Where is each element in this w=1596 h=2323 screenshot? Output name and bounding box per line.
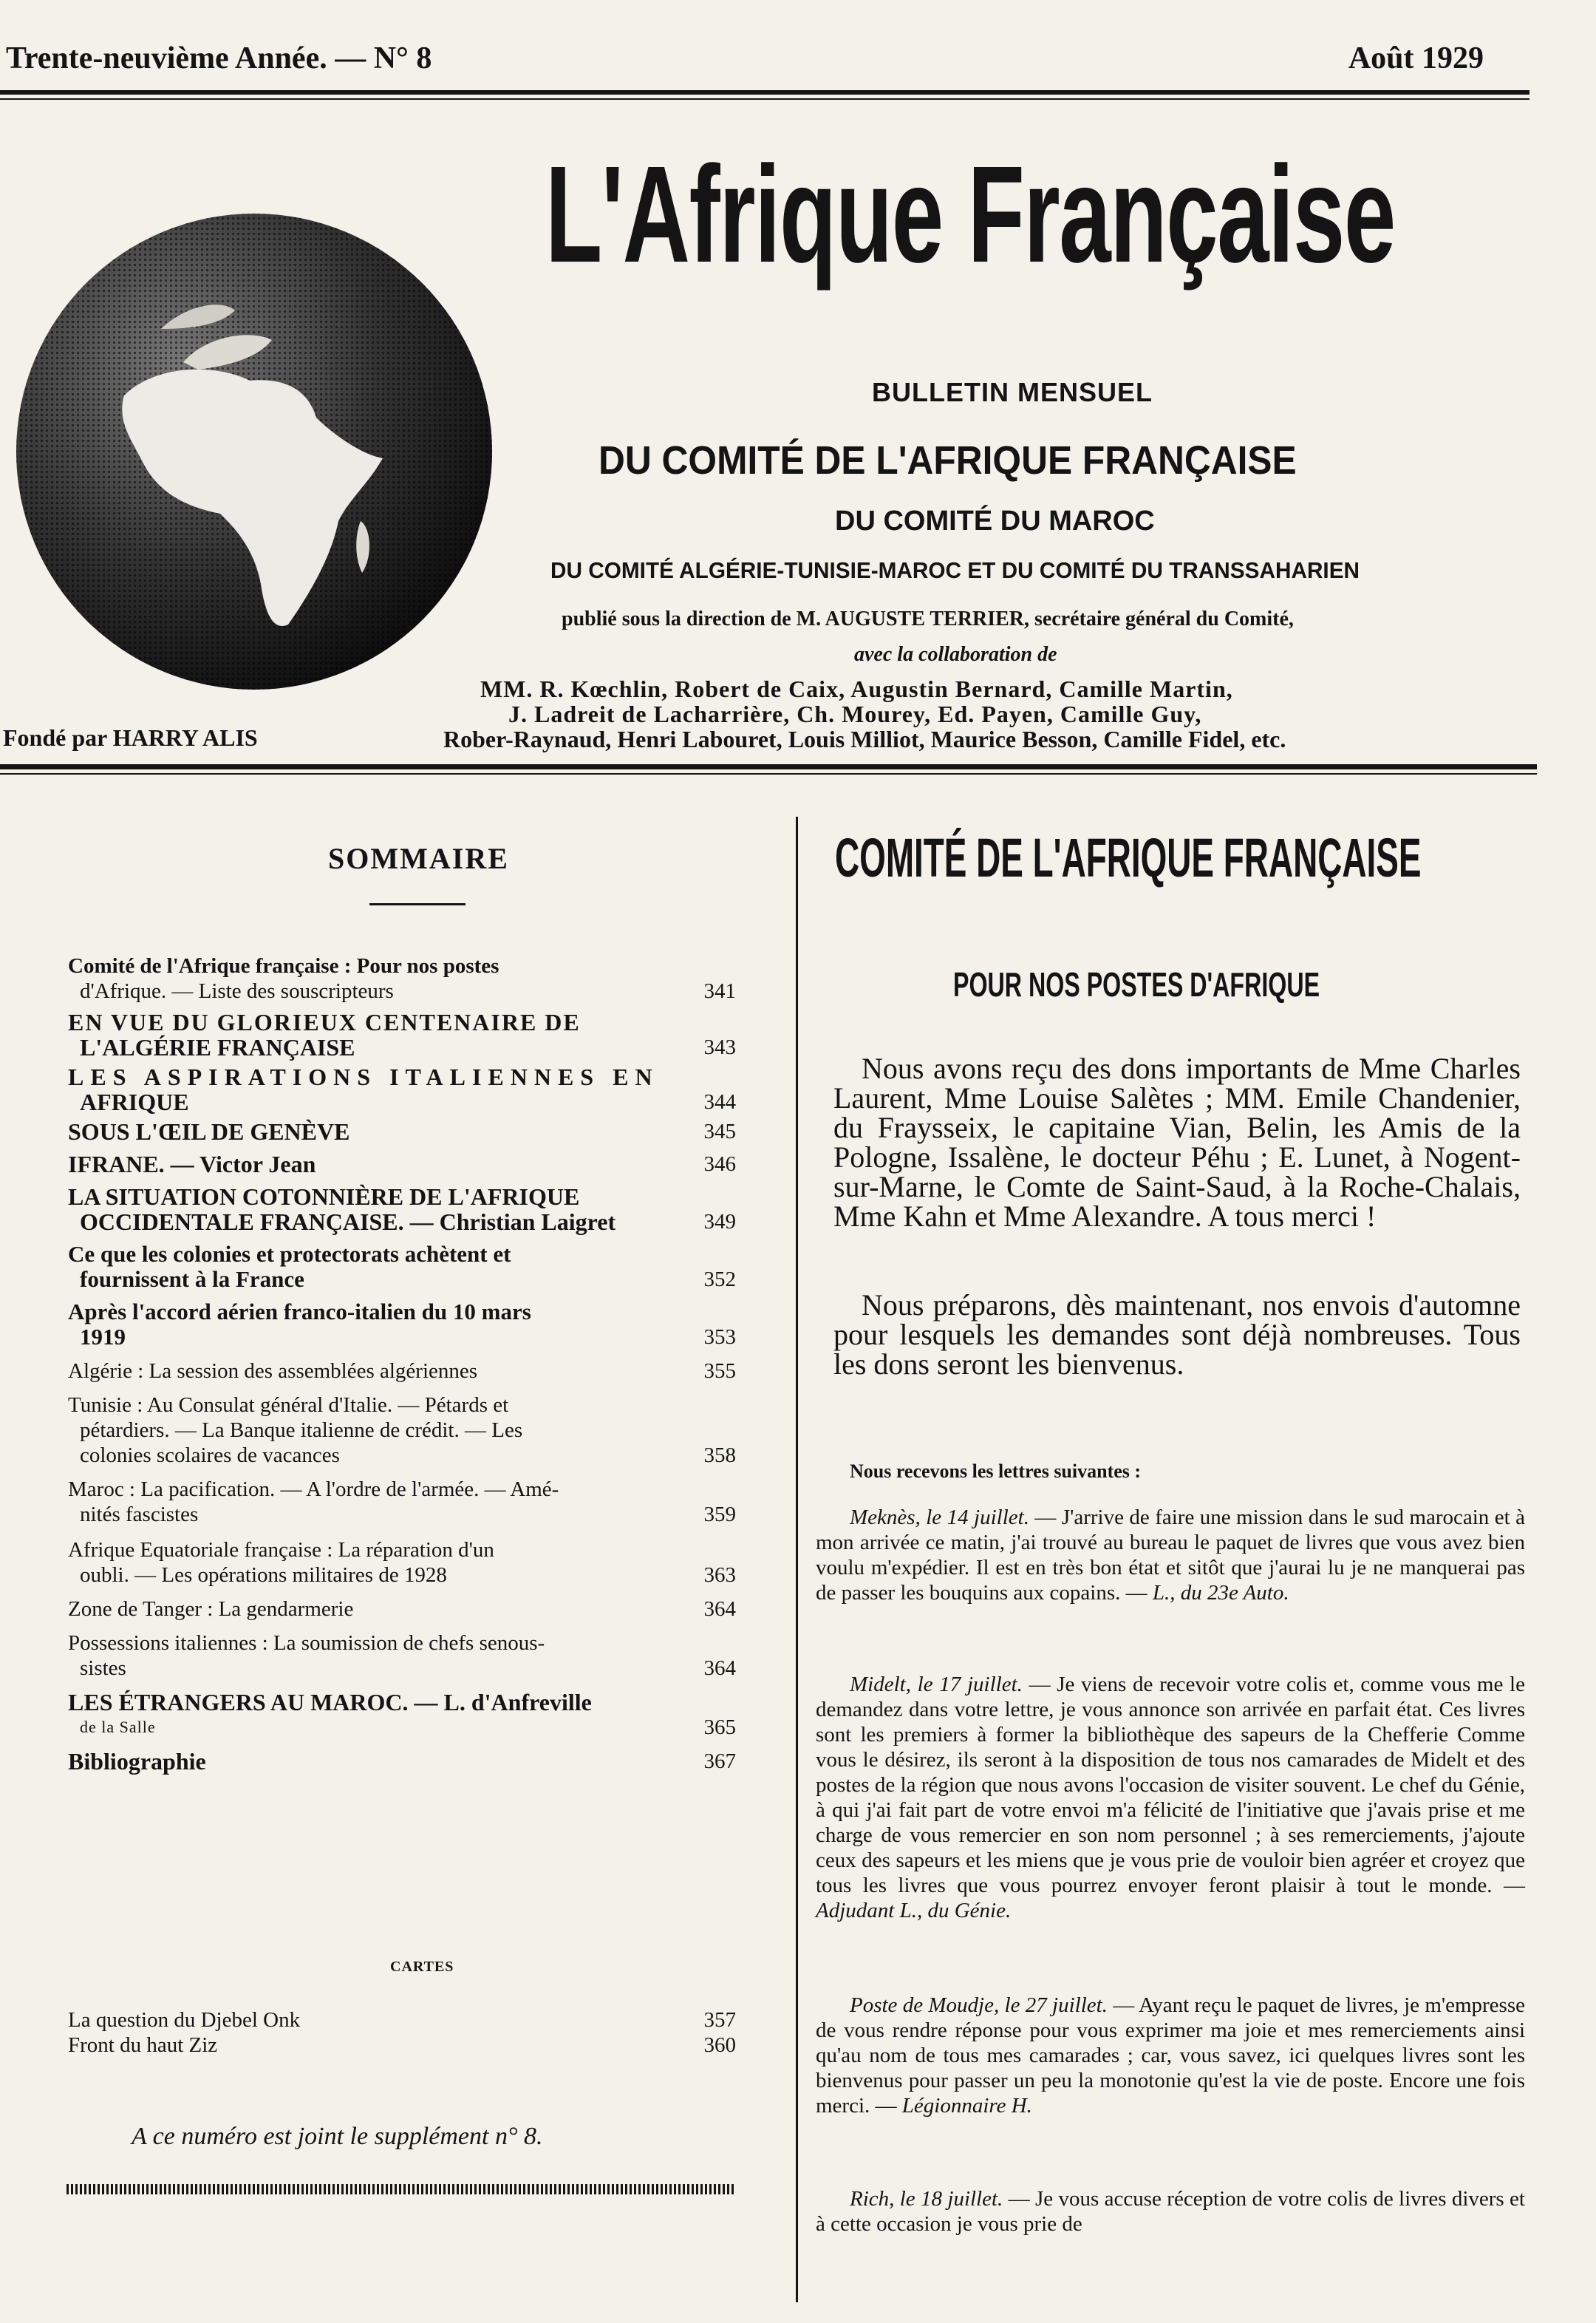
toc-page: 346 bbox=[703, 1152, 736, 1176]
toc-page: 363 bbox=[703, 1563, 736, 1587]
toc-entry[interactable] bbox=[68, 1242, 736, 1292]
toc-entry[interactable] bbox=[68, 1064, 736, 1115]
toc-entry[interactable] bbox=[68, 1749, 736, 1774]
toc-entry-line1: Tunisie : Au Consulat général d'Italie. — Pétards et bbox=[68, 1393, 509, 1417]
toc-page: 345 bbox=[703, 1120, 736, 1143]
toc-entry-line1: LA SITUATION COTONNIÈRE DE L'AFRIQUE bbox=[68, 1183, 580, 1210]
toc-entry[interactable] bbox=[68, 1299, 736, 1350]
letter-place: Meknès, le 14 juillet. bbox=[850, 1506, 1029, 1529]
article-paragraph bbox=[833, 1054, 1521, 1231]
toc-entry-line1: LES ÉTRANGERS AU MAROC. — L. d'Anfreville bbox=[68, 1689, 592, 1715]
carte-page: 357 bbox=[703, 2008, 736, 2032]
toc-entry-line1: Bibliographie bbox=[68, 1748, 206, 1775]
direction-line: publié sous la direction de M. AUGUSTE TERRIER, secrétaire général du Comité, bbox=[562, 608, 1294, 630]
toc-page: 365 bbox=[703, 1715, 736, 1739]
article-title: COMITÉ DE L'AFRIQUE FRANÇAISE bbox=[835, 827, 1422, 888]
publication-title: L'Afrique Française bbox=[545, 138, 1395, 291]
carte-page: 360 bbox=[703, 2033, 736, 2057]
sommaire-heading-rule bbox=[369, 903, 466, 905]
toc-entry-line2: L'ALGÉRIE FRANÇAISE bbox=[80, 1034, 355, 1061]
toc-page: 343 bbox=[703, 1035, 736, 1059]
toc-entry-line3: colonies scolaires de vacances bbox=[80, 1443, 340, 1467]
toc-entry-line2: fournissent à la France bbox=[80, 1266, 304, 1292]
letters-intro: Nous recevons les lettres suivantes : bbox=[850, 1460, 1142, 1482]
globe-illustration bbox=[13, 211, 495, 693]
toc-page: 353 bbox=[703, 1325, 736, 1349]
toc-entry[interactable] bbox=[68, 1152, 736, 1177]
toc-entry-line1: LES ASPIRATIONS ITALIENNES EN bbox=[68, 1064, 659, 1090]
sommaire-heading: SOMMAIRE bbox=[328, 842, 509, 875]
issue-number: Trente-neuvième Année. — N° 8 bbox=[6, 41, 432, 75]
carte-label: Front du haut Ziz bbox=[68, 2033, 218, 2057]
toc-entry-line1: Ce que les colonies et protectorats achètent et bbox=[68, 1241, 511, 1267]
masthead-rule bbox=[0, 764, 1537, 769]
letter-body: — Je vous accuse réception de votre colis de livres divers et à cette occasion je vous prie de bbox=[816, 2187, 1525, 2236]
letter-signature: Adjudant L., du Génie. bbox=[816, 1899, 1012, 1922]
toc-entry-line2: sistes bbox=[80, 1656, 126, 1680]
toc-entry-line1: Maroc : La pacification. — A l'ordre de l'armée. — Amé- bbox=[68, 1477, 559, 1501]
collaborators-line-1: MM. R. Kœchlin, Robert de Caix, Augustin Bernard, Camille Martin, bbox=[480, 676, 1233, 702]
founder-line: Fondé par HARRY ALIS bbox=[3, 724, 258, 751]
toc-entry-line1: Algérie : La session des assemblées algériennes bbox=[68, 1359, 478, 1383]
letter-body: — Je viens de recevoir votre colis et, comme vous me le demandez dans votre lettre, je vous annonce son arrivée en parfait état. Ces livres sont les premiers à former la bibliothèque des sapeurs de la Chefferie Comme vous le désirez, ils seront à la disposition de tous nos camarades de Midelt et des postes de la région que nous avons l'occasion de visiter souvent. Le chef du Génie, à qui j'ai fait part de votre envoi m'a félicité de l'initiative que j'avais prise et me charge de vous remercier en son nom personnel ; à ses remerciements, j'ajoute ceux des sapeurs et les miens que je vous prie de vouloir bien agréer et croyez que tous les livres que vous pourrez envoyer feront plaisir à tout le monde. — bbox=[816, 1673, 1525, 1897]
toc-entry-line2: nités fascistes bbox=[80, 1503, 199, 1526]
toc-entry[interactable] bbox=[68, 953, 736, 1004]
toc-entry-line1: Possessions italiennes : La soumission de chefs senous- bbox=[68, 1631, 545, 1655]
letter-signature: Légionnaire H. bbox=[901, 2094, 1032, 2118]
toc-entry-line2: AFRIQUE bbox=[80, 1089, 189, 1115]
carte-label: La question du Djebel Onk bbox=[68, 2008, 301, 2032]
article-subtitle: POUR NOS POSTES D'AFRIQUE bbox=[953, 965, 1320, 1004]
masthead-rule-thin bbox=[0, 773, 1537, 775]
supplement-note: A ce numéro est joint le supplément n° 8. bbox=[132, 2123, 543, 2150]
letter bbox=[816, 1993, 1525, 2118]
toc-entry-line2: 1919 bbox=[80, 1324, 126, 1350]
toc-page: 341 bbox=[703, 979, 736, 1003]
collaborators-line-2: J. Ladreit de Lacharrière, Ch. Mourey, Ed. Payen, Camille Guy, bbox=[508, 701, 1202, 727]
cartes-list bbox=[68, 2007, 736, 2058]
toc-page: 344 bbox=[703, 1090, 736, 1114]
toc-entry-line1: Après l'accord aérien franco-italien du 10 mars bbox=[68, 1299, 531, 1324]
toc-entry[interactable] bbox=[68, 1392, 736, 1468]
issue-date: Août 1929 bbox=[1348, 41, 1484, 75]
issue-line bbox=[6, 41, 1535, 76]
toc-entry-line2: oubli. — Les opérations militaires de 1928 bbox=[80, 1563, 447, 1587]
toc-entry-line2: d'Afrique. — Liste des souscripteurs bbox=[80, 979, 394, 1003]
article-paragraph-text: Nous préparons, dès maintenant, nos envois d'automne pour lesquels les demandes sont déjà nombreuses. Tous les dons seront les bienvenus. bbox=[833, 1288, 1521, 1381]
toc-page: 355 bbox=[703, 1359, 736, 1383]
toc-page: 367 bbox=[703, 1749, 736, 1773]
toc-entry[interactable] bbox=[68, 1358, 736, 1384]
comite-maroc-line: DU COMITÉ DU MAROC bbox=[835, 506, 1155, 537]
subtitle: BULLETIN MENSUEL bbox=[872, 377, 1153, 407]
toc-entry[interactable] bbox=[68, 1537, 736, 1588]
toc-entry-line1: SOUS L'ŒIL DE GENÈVE bbox=[68, 1118, 350, 1145]
toc-entry[interactable] bbox=[68, 1690, 736, 1740]
column-divider bbox=[796, 817, 798, 2302]
letter-signature: L., du 23e Auto. bbox=[1152, 1581, 1289, 1605]
letter bbox=[816, 2186, 1525, 2237]
toc-page: 359 bbox=[703, 1503, 736, 1526]
article-paragraph-text: Nous avons reçu des dons importants de Mme Charles Laurent, Mme Louise Salètes ; MM. Emile Chandenier, du Fraysseix, le capitaine Vian, Belin, les Amis de la Pologne, Issalène, le docteur Péhu ; E. Lunet, à Nogent-sur-Marne, le Comte de Saint-Saud, à la Roche-Chalais, Mme Kahn et Mme Alexandre. A tous merci ! bbox=[833, 1052, 1521, 1233]
top-rule bbox=[0, 90, 1530, 95]
toc-page: 352 bbox=[703, 1268, 736, 1291]
letter bbox=[816, 1672, 1525, 1923]
toc-entry-line2: pétardiers. — La Banque italienne de crédit. — Les bbox=[80, 1418, 523, 1442]
comite-line: DU COMITÉ DE L'AFRIQUE FRANÇAISE bbox=[598, 438, 1297, 483]
toc-entry[interactable] bbox=[68, 1477, 736, 1527]
toc-entry-line1: EN VUE DU GLORIEUX CENTENAIRE DE bbox=[68, 1009, 581, 1035]
letter-body: — J'arrive de faire une mission dans le sud marocain et à mon arrivée ce matin, j'ai trouvé au bureau le paquet de livres que vous avez bien voulu m'expédier. Il est en très bon état et sitôt que j'aurai lu je ne manquerai pas de passer les bouquins aux copains. — bbox=[816, 1506, 1525, 1605]
letter-body: — Ayant reçu le paquet de livres, je m'empresse de vous rendre réponse pour vous exprimer ma joie et mes remerciements ainsi qu'au nom de tous mes camarades ; car, vous savez, ici quelques livres sont les bienvenus pour passer un peu la monotonie qu'est la vie de poste. Encore une fois merci. — bbox=[816, 1993, 1525, 2118]
toc-page: 364 bbox=[703, 1656, 736, 1680]
toc-entry[interactable] bbox=[68, 1184, 736, 1234]
toc-page: 349 bbox=[703, 1210, 736, 1234]
top-rule-thin bbox=[0, 98, 1530, 100]
toc-entry[interactable] bbox=[68, 1596, 736, 1622]
toc-entry-line2: OCCIDENTALE FRANÇAISE. — Christian Laigret bbox=[80, 1208, 616, 1235]
letter bbox=[816, 1505, 1525, 1605]
toc-entry[interactable] bbox=[68, 1119, 736, 1144]
carte-item[interactable] bbox=[68, 2007, 736, 2033]
article-paragraph bbox=[833, 1290, 1521, 1379]
toc-entry-line1: Zone de Tanger : La gendarmerie bbox=[68, 1597, 354, 1621]
comite-algerie-line: DU COMITÉ ALGÉRIE-TUNISIE-MAROC ET DU COMITÉ DU TRANSSAHARIEN bbox=[550, 557, 1360, 583]
toc-entry[interactable] bbox=[68, 1010, 736, 1060]
cartes-heading: CARTES bbox=[390, 1959, 454, 1975]
letter-place: Midelt, le 17 juillet. bbox=[850, 1673, 1023, 1696]
letter-place: Poste de Moudje, le 27 juillet. bbox=[850, 1993, 1108, 2017]
table-of-contents bbox=[68, 953, 736, 1774]
toc-entry-line2: de la Salle bbox=[80, 1718, 156, 1736]
toc-page: 364 bbox=[703, 1597, 736, 1621]
toc-entry-line1: IFRANE. — Victor Jean bbox=[68, 1151, 316, 1177]
carte-item[interactable] bbox=[68, 2033, 736, 2058]
bottom-rule-left bbox=[66, 2184, 736, 2194]
collaboration-line: avec la collaboration de bbox=[854, 643, 1057, 666]
toc-entry[interactable] bbox=[68, 1630, 736, 1681]
toc-entry-line1: Comité de l'Afrique française : Pour nos postes bbox=[68, 954, 499, 978]
letter-place: Rich, le 18 juillet. bbox=[850, 2187, 1003, 2211]
collaborators-line-3: Rober-Raynaud, Henri Labouret, Louis Milliot, Maurice Besson, Camille Fidel, etc. bbox=[443, 726, 1286, 752]
toc-page: 358 bbox=[703, 1443, 736, 1467]
toc-entry-line1: Afrique Equatoriale française : La réparation d'un bbox=[68, 1538, 494, 1562]
